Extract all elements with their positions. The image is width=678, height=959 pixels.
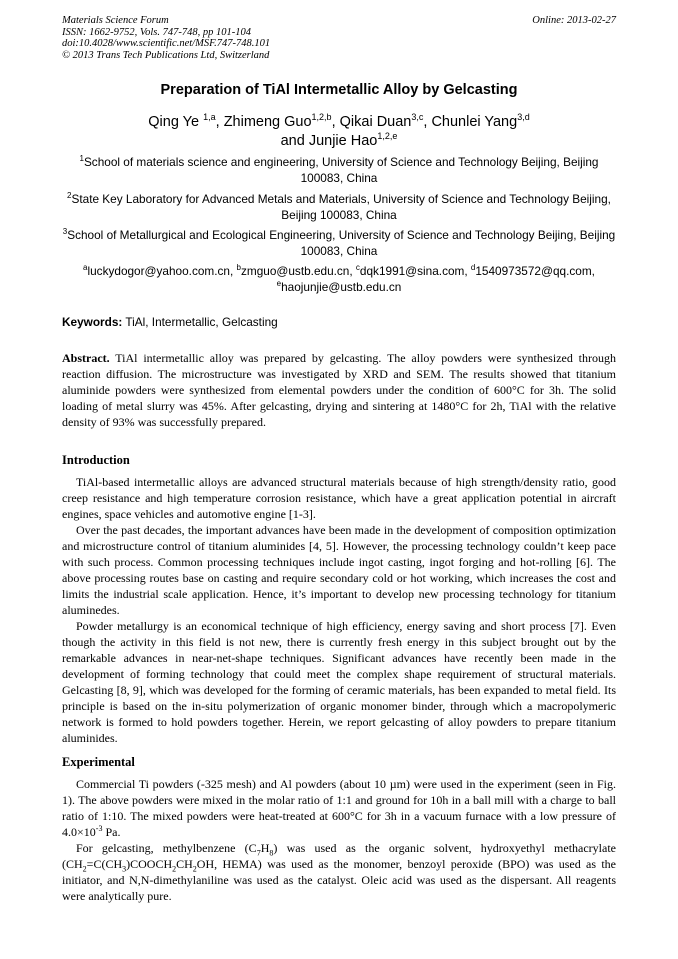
email-sup: c bbox=[355, 263, 360, 273]
author-name: Chunlei Yang bbox=[431, 114, 518, 130]
paragraph: Powder metallurgy is an economical technique of high efficiency, energy saving and short process [7]. Even though the activity in this field is not new, there is currently fresh energy in this subject brought out by the remarkable advances in near-net-shape techniques. Significant advances have recently been made in the development of forming technology that could meet the complex shape requirement of structural materials. Gelcasting [8, 9], which was developed for the forming of ceramic materials, has been expanded to metal field. Its principle is based on the in-situ polymerization of organic monomer binder, through which a macropolymeric network is formed to hold powders together. Herein, we report gelcasting of alloy powders to prepare titanium aluminides. bbox=[62, 619, 616, 745]
paper-title: Preparation of TiAl Intermetallic Alloy by Gelcasting bbox=[160, 82, 518, 98]
affiliation-sup: 3 bbox=[62, 227, 68, 237]
affiliation-sup: 2 bbox=[67, 191, 72, 201]
author-sup: 1,2,b bbox=[311, 112, 332, 123]
text-run: CH bbox=[176, 857, 193, 871]
affiliation-1 bbox=[62, 155, 616, 186]
affiliation-2 bbox=[62, 192, 616, 223]
subscript: 2 bbox=[172, 864, 177, 874]
issn-line: ISSN: 1662-9752, Vols. 747-748, pp 101-104 bbox=[62, 26, 251, 38]
affiliation-sup: 1 bbox=[79, 154, 84, 164]
keywords-label: Keywords: bbox=[62, 315, 123, 329]
text-run: Pa. bbox=[102, 825, 121, 839]
email-sup: d bbox=[470, 263, 476, 273]
author-name: and Junjie Hao bbox=[280, 133, 378, 149]
keywords-text: TiAl, Intermetallic, Gelcasting bbox=[122, 315, 278, 329]
paragraph: Over the past decades, the important advances have been made in the development of composition optimization and microstructure control of titanium aluminides [4, 5]. However, the processing technology couldn’t keep pace with such process. Common processing techniques include ingot casting, ingot forging and hot-rolling [6]. The above processing routes base on casting and require secondary cold or hot working, which increases the cost and limits the industrial scale application. Hence, it’s important to develop new processing technology for titanium aluminedes. bbox=[62, 523, 616, 617]
email-sup: b bbox=[236, 263, 241, 273]
author-sep: , bbox=[423, 114, 432, 130]
text-run: )COOCH bbox=[126, 857, 173, 871]
email-sup: a bbox=[83, 263, 88, 273]
email-link[interactable]: zmguo@ustb.edu.cn, bbox=[240, 264, 356, 278]
abstract bbox=[62, 350, 616, 430]
paragraph bbox=[62, 776, 616, 840]
section-heading-experimental: Experimental bbox=[62, 755, 135, 769]
email-link[interactable]: haojunjie@ustb.edu.cn bbox=[281, 279, 402, 294]
subscript: 8 bbox=[269, 848, 274, 858]
doi-line: doi:10.4028/www.scientific.net/MSF.747-748.101 bbox=[62, 38, 271, 49]
subscript: 2 bbox=[82, 864, 87, 874]
email-link[interactable]: luckydogor@yahoo.com.cn, bbox=[87, 264, 237, 278]
introduction-body bbox=[62, 474, 616, 746]
affiliation-text: State Key Laboratory for Advanced Metals and Materials, University of Science and Technology Beijing, Beijing 100083, China bbox=[71, 192, 611, 222]
online-date: Online: 2013-02-27 bbox=[532, 15, 616, 26]
author-list bbox=[62, 113, 616, 151]
affiliation-text: School of materials science and engineering, University of Science and Technology Beijing, Beijing 100083, China bbox=[83, 155, 599, 185]
journal-header bbox=[62, 15, 616, 61]
subscript: 7 bbox=[256, 848, 261, 858]
author-sup: 1,a bbox=[203, 112, 216, 123]
copyright-line: © 2013 Trans Tech Publications Ltd, Switzerland bbox=[62, 49, 270, 61]
email-sup: e bbox=[276, 278, 282, 288]
author-sep: , bbox=[331, 114, 340, 130]
author-sup: 1,2,e bbox=[377, 131, 398, 142]
text-run: OH, HEMA) was used as the monomer, benzoyl peroxide (BPO) was used as the initiator, and N,N-dimethylaniline was used as the catalyst. Oleic acid was used as the dispersant. All reagents were analytically pure. bbox=[62, 857, 616, 903]
abstract-label: Abstract. bbox=[62, 351, 110, 365]
text-run: H bbox=[260, 841, 270, 855]
text-run: =C(CH bbox=[86, 857, 123, 871]
paragraph: TiAl-based intermetallic alloys are advanced structural materials because of high strength/density ratio, good creep resistance and high temperature corrosion resistance, which have a great application potential in aircraft engines, space vehicles and automotive engine [1-3]. bbox=[62, 475, 616, 521]
author-sup: 3,c bbox=[411, 112, 424, 123]
affiliation-text: School of Metallurgical and Ecological Engineering, University of Science and Technology Beijing, Beijing 100083, China bbox=[67, 228, 616, 258]
experimental-body bbox=[62, 776, 616, 904]
affiliation-3 bbox=[62, 228, 616, 259]
email-link[interactable]: dqk1991@sina.com, bbox=[359, 264, 471, 278]
journal-name: Materials Science Forum bbox=[62, 15, 169, 26]
author-name: Qikai Duan bbox=[339, 114, 412, 130]
author-name: Zhimeng Guo bbox=[223, 114, 312, 130]
text-run: ) was used as the organic solvent, hydroxyethyl methacrylate (CH bbox=[62, 841, 616, 871]
author-sep: , bbox=[215, 114, 224, 130]
author-sup: 3,d bbox=[517, 112, 530, 123]
text-run: Commercial Ti powders (-325 mesh) and Al powders (about 10 µm) were used in the experiment (seen in Fig. 1). The above powders were mixed in the molar ratio of 1:1 and ground for 10h in a ball mill with a charge to ball ratio of 1:10. The mixed powders were heat-treated at 600°C for 3h in a vacuum furnace with a low pressure of 4.0×10 bbox=[62, 777, 616, 839]
email-link[interactable]: 1540973572@qq.com, bbox=[475, 264, 595, 278]
email-list bbox=[62, 264, 616, 295]
keywords bbox=[62, 315, 616, 329]
section-heading-introduction: Introduction bbox=[62, 453, 130, 467]
superscript: -3 bbox=[95, 824, 103, 833]
subscript: 3 bbox=[122, 864, 127, 874]
paragraph bbox=[62, 840, 616, 904]
subscript: 2 bbox=[192, 864, 197, 874]
text-run: For gelcasting, methylbenzene (C bbox=[76, 841, 257, 855]
abstract-text: TiAl intermetallic alloy was prepared by gelcasting. The alloy powders were synthesized through reaction diffusion. The microstructure was investigated by XRD and SEM. The results showed that titanium aluminide powders were synthesized from elemental powders under the condition of 600°C for 3h. The solid loading of metal slurry was 45%. After gelcasting, drying and sintering at 1480°C for 2h, TiAl with the relative density of 93% was successfully prepared. bbox=[62, 351, 616, 429]
author-name: Qing Ye bbox=[148, 114, 204, 130]
